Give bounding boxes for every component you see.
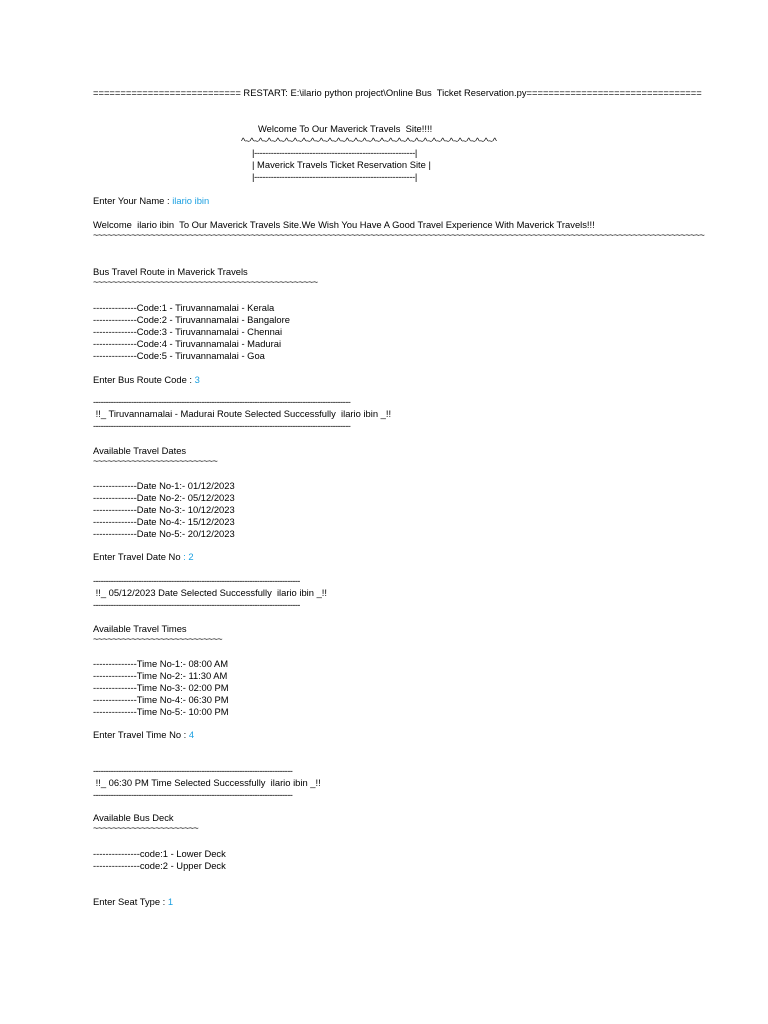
deck-item: ---------------code:2 - Upper Deck	[93, 860, 226, 871]
date-confirmation: !!_ 05/12/2023 Date Selected Successfully ilario ibin _!!	[93, 587, 327, 598]
dash-divider: ----------------------------------------------------------------------------------	[93, 575, 300, 586]
route-input-value: 3	[194, 374, 200, 385]
dash-divider: ----------------------------------------------------------------------------------	[93, 599, 300, 610]
date-item: --------------Date No-1:- 01/12/2023	[93, 480, 235, 491]
times-heading: Available Travel Times	[93, 623, 187, 634]
route-item: --------------Code:2 - Tiruvannamalai - Bangalore	[93, 314, 290, 325]
name-input-value: ilario ibin	[172, 195, 210, 206]
time-prompt-line	[93, 729, 194, 741]
welcome-message: Welcome ilario ibin To Our Maverick Travels Site.We Wish You Have A Good Travel Experience With Maverick Travels!!!	[93, 219, 595, 230]
box-title: | Maverick Travels Ticket Reservation Site |	[252, 159, 431, 170]
name-prompt: Enter Your Name :	[93, 195, 173, 206]
route-item: --------------Code:4 - Tiruvannamalai - Madurai	[93, 338, 282, 349]
seat-prompt-line	[93, 896, 173, 908]
route-prompt-line	[93, 374, 200, 386]
time-prompt: Enter Travel Time No :	[93, 729, 189, 740]
seat-input-value: 1	[167, 896, 174, 907]
time-item: --------------Time No-2:- 11:30 AM	[93, 670, 228, 681]
deck-item: ---------------code:1 - Lower Deck	[93, 848, 226, 859]
dash-divider: -------------------------------------------------------------------------------	[93, 789, 293, 800]
tilde-divider: ~~~~~~~~~~~~~~~~~~~~~~	[93, 822, 199, 833]
dates-heading: Available Travel Dates	[93, 445, 187, 456]
route-prompt: Enter Bus Route Code :	[93, 374, 195, 385]
date-item: --------------Date No-2:- 05/12/2023	[93, 492, 235, 503]
time-item: --------------Time No-4:- 06:30 PM	[93, 694, 229, 705]
route-confirmation: !!_ Tiruvannamalai - Madurai Route Selected Successfully ilario ibin _!!	[93, 408, 392, 419]
box-bottom-border: |----------------------------------------------------------|	[252, 171, 417, 182]
box-top-border: |----------------------------------------------------------|	[252, 147, 417, 158]
welcome-title: Welcome To Our Maverick Travels Site!!!!	[258, 123, 433, 134]
date-item: --------------Date No-5:- 20/12/2023	[93, 528, 235, 539]
route-item: --------------Code:5 - Tiruvannamalai - Goa	[93, 350, 265, 361]
date-item: --------------Date No-4:- 15/12/2023	[93, 516, 235, 527]
route-item: --------------Code:1 - Tiruvannamalai - Kerala	[93, 302, 275, 313]
name-prompt-line	[93, 195, 209, 207]
dash-divider: -------------------------------------------------------------------------------	[93, 765, 293, 776]
routes-heading: Bus Travel Route in Maverick Travels	[93, 266, 248, 277]
time-item: --------------Time No-3:- 02:00 PM	[93, 682, 229, 693]
date-prompt-line	[93, 551, 194, 563]
seat-prompt: Enter Seat Type :	[93, 896, 168, 907]
tilde-divider: ~~~~~~~~~~~~~~~~~~~~~~~~~~~~~~~~~~~~~~~~~~~~~~~~~~~~~~~~~~~~~~~~~~~~~~~~~~~~~~~~~~~~~~~~~~~~~~~~~~~~~~~~~~~~~~~~~~~~~~~~~~~~~~~~	[93, 229, 705, 240]
time-input-value: 4	[188, 729, 195, 740]
date-item: --------------Date No-3:- 10/12/2023	[93, 504, 235, 515]
time-item: --------------Time No-5:- 10:00 PM	[93, 706, 229, 717]
tilde-divider: ~~~~~~~~~~~~~~~~~~~~~~~~~~~	[93, 633, 222, 644]
deck-heading: Available Bus Deck	[93, 812, 174, 823]
date-prompt: Enter Travel Date No	[93, 551, 184, 562]
route-item: --------------Code:3 - Tiruvannamalai - Chennai	[93, 326, 283, 337]
tilde-divider: ~~~~~~~~~~~~~~~~~~~~~~~~~~~~~~~~~~~~~~~~~~~~~~~	[93, 276, 318, 287]
caret-divider: ^~^~^~^~^~^~^~^~^~^~^~^~^~^~^~^~^~^~^~^~^~^~^~^~^~^~^~^~^~^	[241, 135, 497, 146]
restart-line: =========================== RESTART: E:\ilario python project\Online Bus Ticket Reservation.py================================	[93, 87, 702, 98]
tilde-divider: ~~~~~~~~~~~~~~~~~~~~~~~~~~	[93, 455, 218, 466]
time-item: --------------Time No-1:- 08:00 AM	[93, 658, 229, 669]
time-confirmation: !!_ 06:30 PM Time Selected Successfully ilario ibin _!!	[93, 777, 321, 788]
date-input-value: : 2	[183, 551, 194, 562]
dash-divider: ------------------------------------------------------------------------------------------------------	[93, 420, 351, 431]
dash-divider: ------------------------------------------------------------------------------------------------------	[93, 396, 351, 407]
